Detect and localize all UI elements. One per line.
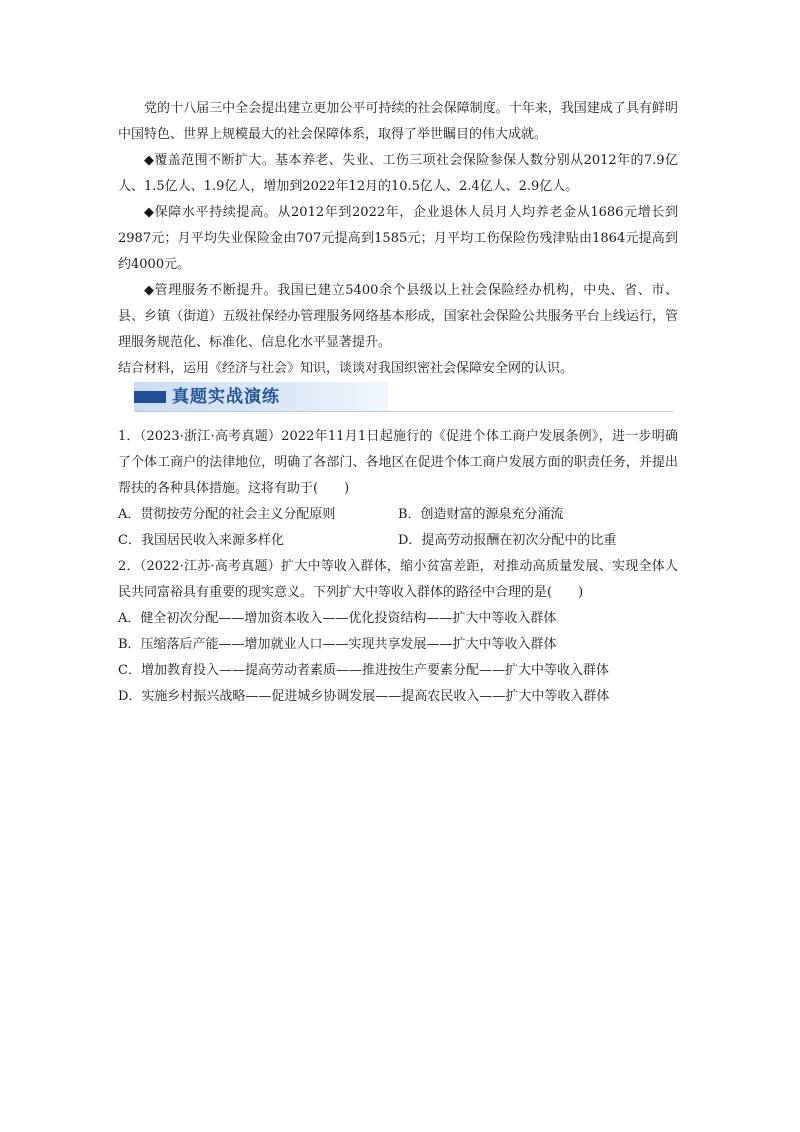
section-title: 真题实战演练 — [172, 387, 280, 407]
option-a[interactable]: A．健全初次分配——增加资本收入——优化投资结构——扩大中等收入群体 — [118, 611, 557, 626]
material-point-service: ◆管理服务不断提升。我国已建立5400余个县级以上社会保险经办机构，中央、省、市、县、乡镇（街道）五级社保经办管理服务网络基本形成，国家社会保险公共服务平台上线运行，管理服务规范化、标准化、信息化水平显著提升。 — [118, 283, 678, 350]
option-c[interactable]: C．我国居民收入来源多样化 — [118, 533, 284, 548]
section-header — [134, 382, 388, 412]
option-row — [118, 528, 678, 554]
option-d[interactable]: D．提高劳动报酬在初次分配中的比重 — [398, 533, 617, 548]
material-point-level: ◆保障水平持续提高。从2012年到2022年，企业退休人员月人均养老金从1686元增长到2987元；月平均失业保险金由707元提高到1585元；月平均工伤保险伤残津贴由1864元提高到约4000元。 — [118, 205, 678, 272]
option-d[interactable]: D．实施乡村振兴战略——促进城乡协调发展——提高农民收入——扩大中等收入群体 — [118, 689, 610, 704]
option-a[interactable]: A．贯彻按劳分配的社会主义分配原则 — [118, 507, 336, 522]
question-list — [118, 424, 678, 710]
material-question: 结合材料，运用《经济与社会》知识，谈谈对我国织密社会保障安全网的认识。 — [118, 361, 574, 376]
section-accent-bar — [134, 391, 166, 403]
material-intro: 党的十八届三中全会提出建立更加公平可持续的社会保障制度。十年来，我国建成了具有鲜明中国特色、世界上规模最大的社会保障体系，取得了举世瞩目的伟大成就。 — [118, 101, 678, 142]
option-row — [118, 502, 678, 528]
option-c[interactable]: C．增加教育投入——提高劳动者素质——推进按生产要素分配——扩大中等收入群体 — [118, 663, 609, 678]
material-point-coverage: ◆覆盖范围不断扩大。基本养老、失业、工伤三项社会保险参保人数分别从2012年的7.9亿人、1.5亿人、1.9亿人，增加到2022年12月的10.5亿人、2.4亿人、2.9亿人。 — [118, 153, 678, 194]
material-block — [118, 96, 678, 382]
question-stem: 2．（2022·江苏·高考真题）扩大中等收入群体，缩小贫富差距，对推动高质量发展、实现全体人民共同富裕具有重要的现实意义。下列扩大中等收入群体的路径中合理的是( ) — [118, 559, 678, 600]
option-b[interactable]: B．创造财富的源泉充分涌流 — [398, 507, 564, 522]
option-b[interactable]: B．压缩落后产能——增加就业人口——实现共享发展——扩大中等收入群体 — [118, 637, 557, 652]
question-2 — [118, 554, 678, 710]
question-1 — [118, 424, 678, 554]
section-divider — [134, 411, 674, 412]
question-stem: 1．（2023·浙江·高考真题）2022年11月1日起施行的《促进个体工商户发展条例》，进一步明确了个体工商户的法律地位，明确了各部门、各地区在促进个体工商户发展方面的职责任务，并提出帮扶的各种具体措施。这将有助于( ) — [118, 429, 678, 496]
